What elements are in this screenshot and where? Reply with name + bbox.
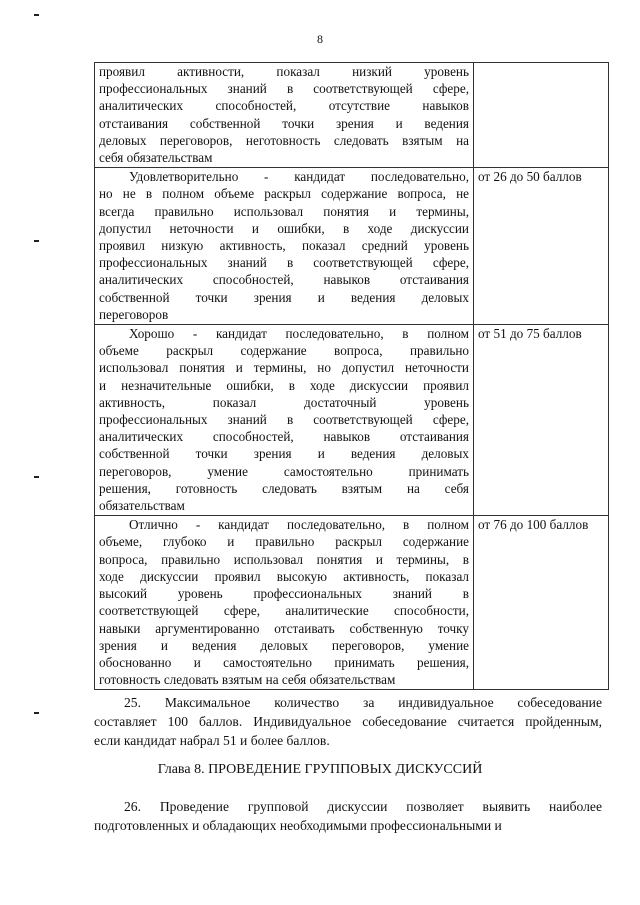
description-line: собственной точки зрения и ведения деловых (99, 289, 469, 305)
description-line: использовал понятия и термины, но допустил неточности (99, 360, 469, 376)
criteria-row (95, 63, 609, 168)
description-line: но не в полном объеме раскрыл содержание вопроса, не (99, 186, 469, 202)
description-line: проявил низкую активность, показал средний уровень (99, 238, 469, 254)
description-line: профессиональных знаний в соответствующей сфере, (99, 412, 469, 428)
description-line: навыки аргументированно отстаивать собственную точку (99, 620, 469, 636)
description-line: активность, показал достаточный уровень (99, 394, 469, 410)
description-line: и незначительные ошибки, в ходе дискуссии проявил (99, 377, 469, 393)
description-line: обоснованно и самостоятельно принимать решения, (99, 654, 469, 670)
margin-mark (34, 712, 39, 714)
description-line: ходе дискуссии проявил высокую активность, показал (99, 568, 469, 584)
description-line: отстаивания собственной точки зрения и ведения (99, 115, 469, 131)
criteria-score: от 76 до 100 баллов (474, 516, 609, 690)
description-line: решения, готовность следовать взятым на себя (99, 480, 469, 496)
description-line: переговоров, умение самостоятельно принимать (99, 463, 469, 479)
page-number: 8 (317, 32, 323, 46)
criteria-description (95, 325, 474, 516)
paragraph-line: если кандидат набрал 51 и более баллов. (94, 733, 330, 748)
criteria-row (95, 325, 609, 516)
description-line: обязательствам (99, 498, 185, 514)
paragraph-line: составляет 100 баллов. Индивидуальное собеседование считается пройденным, (94, 714, 602, 729)
margin-mark (34, 240, 39, 242)
criteria-row (95, 168, 609, 325)
paragraph-line: 26. Проведение групповой дискуссии позволяет выявить наиболее (124, 799, 602, 814)
description-line: аналитических способностей, навыков отстаивания (99, 429, 469, 445)
description-line: высокий уровень профессиональных знаний в (99, 586, 469, 602)
chapter-title: Глава 8. ПРОВЕДЕНИЕ ГРУППОВЫХ ДИСКУССИЙ (157, 762, 483, 777)
criteria-description (95, 168, 474, 325)
evaluation-criteria-table (94, 62, 609, 690)
description-line: вопроса, правильно использовал понятия и термины, в (99, 551, 469, 567)
paragraph-line: 25. Максимальное количество за индивидуальное собеседование (124, 695, 602, 710)
description-line: себя обязательствам (99, 150, 213, 166)
margin-mark (34, 476, 39, 478)
criteria-score: от 51 до 75 баллов (474, 325, 609, 516)
paragraph-26 (94, 797, 602, 835)
description-line: допустил неточности и ошибки, в ходе дискуссии (99, 220, 469, 236)
criteria-score: от 26 до 50 баллов (474, 168, 609, 325)
description-line: зрения и ведения деловых переговоров, умение (99, 637, 469, 653)
description-line: Отлично - кандидат последовательно, в полном (129, 517, 469, 533)
description-line: объеме, глубоко и правильно раскрыл содержание (99, 534, 469, 550)
paragraph-25 (94, 693, 602, 750)
description-line: аналитических способностей, навыков отстаивания (99, 272, 469, 288)
description-line: готовность следовать взятым на себя обязательствам (99, 672, 396, 688)
criteria-table-body (95, 63, 609, 690)
description-line: аналитических способностей, отсутствие навыков (99, 98, 469, 114)
description-line: объеме раскрыл содержание вопроса, правильно (99, 343, 469, 359)
description-line: проявил активности, показал низкий уровень (99, 64, 469, 79)
description-line: соответствующей сфере, аналитические способности, (99, 603, 469, 619)
paragraph-line: подготовленных и обладающих необходимыми профессиональными и (94, 818, 502, 833)
description-line: Удовлетворительно - кандидат последовательно, (129, 169, 469, 185)
description-line: профессиональных знаний в соответствующей сфере, (99, 255, 469, 271)
description-line: Хорошо - кандидат последовательно, в полном (129, 326, 469, 342)
criteria-row (95, 516, 609, 690)
description-line: профессиональных знаний в соответствующей сфере, (99, 81, 469, 97)
description-line: деловых переговоров, неготовность следовать взятым на (99, 132, 469, 148)
description-line: переговоров (99, 306, 169, 322)
description-line: собственной точки зрения и ведения деловых (99, 446, 469, 462)
criteria-description (95, 63, 474, 168)
margin-mark (34, 14, 39, 16)
description-line: всегда правильно использовал понятия и термины, (99, 203, 469, 219)
criteria-description (95, 516, 474, 690)
criteria-score (474, 63, 609, 168)
